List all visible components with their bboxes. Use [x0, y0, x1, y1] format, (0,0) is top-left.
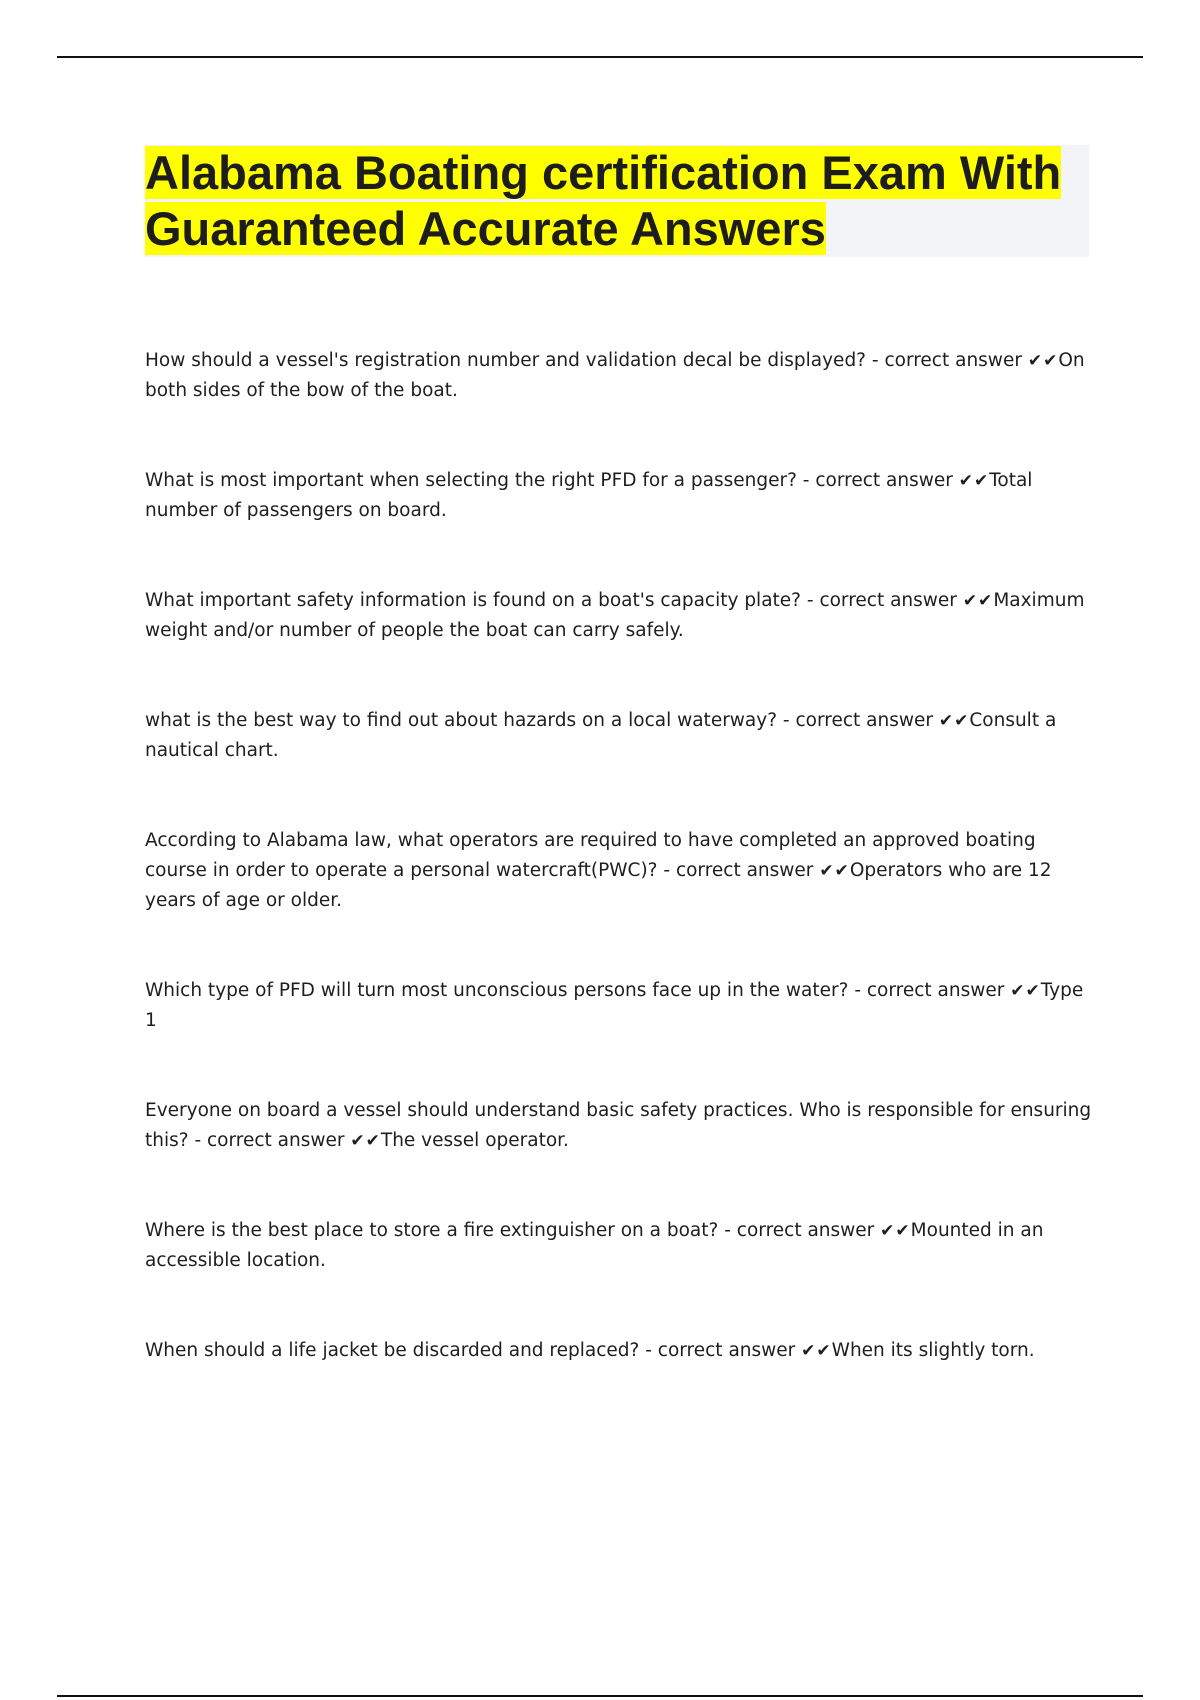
- qa-list: [145, 346, 1095, 1426]
- check-marks-icon: ✔✔: [1010, 981, 1041, 1001]
- answer-prefix: correct answer: [815, 470, 953, 491]
- question-text: What is most important when selecting the right PFD for a passenger?: [145, 470, 797, 491]
- qa-item: [145, 346, 1095, 406]
- question-text: Which type of PFD will turn most unconscious persons face up in the water?: [145, 980, 849, 1001]
- question-text: When should a life jacket be discarded and replaced?: [145, 1340, 640, 1361]
- check-marks-icon: ✔✔: [962, 591, 994, 611]
- qa-item: [145, 586, 1095, 646]
- answer-text: On both sides of the bow of the boat.: [145, 350, 1085, 401]
- check-marks-icon: ✔✔: [958, 471, 990, 491]
- answer-prefix: correct answer: [736, 1220, 875, 1241]
- separator: -: [801, 590, 820, 611]
- answer-text: The vessel operator.: [380, 1130, 569, 1151]
- question-text: How should a vessel's registration number and validation decal be displayed?: [145, 350, 867, 371]
- separator: -: [639, 1340, 658, 1361]
- separator: -: [188, 1130, 208, 1151]
- answer-prefix: correct answer: [207, 1130, 345, 1151]
- answer-prefix: correct answer: [866, 980, 1005, 1001]
- check-marks-icon: ✔✔: [350, 1131, 381, 1151]
- separator: -: [657, 860, 676, 881]
- check-marks-icon: ✔✔: [880, 1221, 911, 1241]
- answer-text: When its slightly torn.: [831, 1340, 1035, 1361]
- separator: -: [718, 1220, 737, 1241]
- separator: -: [777, 710, 796, 731]
- answer-prefix: correct answer: [884, 350, 1022, 371]
- answer-text: Type 1: [145, 980, 1084, 1031]
- answer-prefix: correct answer: [819, 590, 957, 611]
- qa-item: [145, 976, 1095, 1036]
- answer-prefix: correct answer: [675, 860, 814, 881]
- check-marks-icon: ✔✔: [1027, 351, 1059, 371]
- answer-prefix: correct answer: [657, 1340, 796, 1361]
- qa-item: [145, 826, 1095, 916]
- document-title: [145, 145, 1089, 257]
- qa-item: [145, 1216, 1095, 1276]
- question-text: According to Alabama law, what operators are required to have completed an approved boating course in order to operate a personal watercraft(PWC)?: [145, 830, 1036, 881]
- bottom-rule: [57, 1695, 1143, 1697]
- title-highlight: Alabama Boating certification Exam With Guaranteed Accurate Answers: [145, 146, 1062, 255]
- answer-prefix: correct answer: [795, 710, 933, 731]
- check-marks-icon: ✔✔: [938, 711, 970, 731]
- question-text: Where is the best place to store a fire extinguisher on a boat?: [145, 1220, 719, 1241]
- answer-text: Operators who are 12 years of age or older.: [145, 860, 1052, 911]
- check-marks-icon: ✔✔: [819, 861, 850, 881]
- qa-item: [145, 1336, 1095, 1366]
- separator: -: [796, 470, 816, 491]
- separator: -: [848, 980, 867, 1001]
- check-marks-icon: ✔✔: [801, 1341, 832, 1361]
- answer-text: Total number of passengers on board.: [145, 470, 1033, 521]
- answer-text: Consult a nautical chart.: [145, 710, 1057, 761]
- title-block: [145, 145, 1089, 257]
- separator: -: [866, 350, 885, 371]
- top-rule: [57, 56, 1143, 58]
- answer-text: Maximum weight and/or number of people the boat can carry safely.: [145, 590, 1085, 641]
- qa-item: [145, 466, 1095, 526]
- question-text: what is the best way to find out about hazards on a local waterway?: [145, 710, 778, 731]
- question-text: Everyone on board a vessel should understand basic safety practices. Who is responsible for ensuring this?: [145, 1100, 1092, 1151]
- qa-item: [145, 706, 1095, 766]
- qa-item: [145, 1096, 1095, 1156]
- question-text: What important safety information is found on a boat's capacity plate?: [145, 590, 801, 611]
- answer-text: Mounted in an accessible location.: [145, 1220, 1044, 1271]
